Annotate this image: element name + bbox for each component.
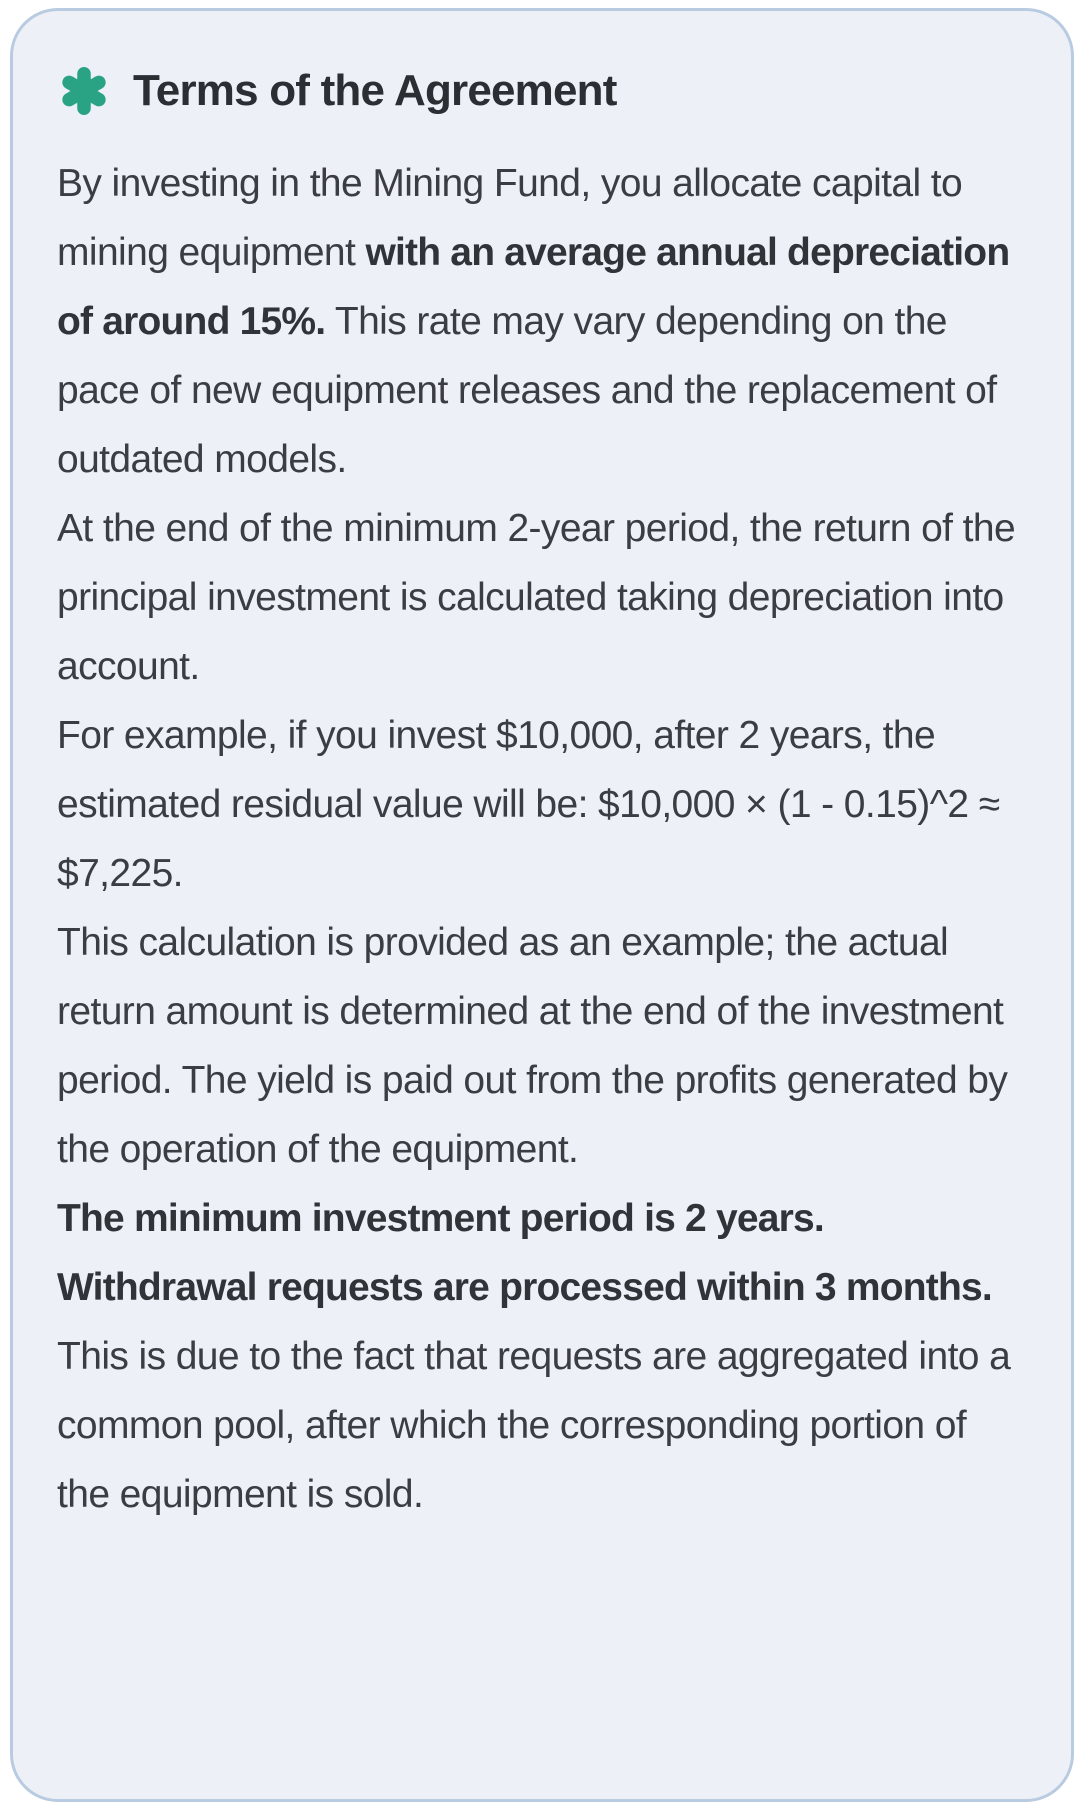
text-segment: This calculation is provided as an example; the actual return amount is determined at the end of the investment period. The yield is paid out from the profits generated by the operation of the equipment. xyxy=(57,921,1008,1171)
asterisk-strokes xyxy=(69,74,99,108)
terms-card xyxy=(10,8,1074,1802)
paragraph xyxy=(57,908,1027,1184)
card-header xyxy=(57,65,1027,117)
text-segment: For example, if you invest $10,000, after 2 years, the estimated residual value will be: $10,000 × (1 - 0.15)^2 ≈ $7,225. xyxy=(57,714,1000,895)
text-segment: This is due to the fact that requests are aggregated into a common pool, after which the corresponding portion of the equipment is sold. xyxy=(57,1335,1011,1516)
paragraph xyxy=(57,149,1027,494)
text-segment: At the end of the minimum 2-year period, the return of the principal investment is calculated taking depreciation into account. xyxy=(57,507,1016,688)
bold-text-segment: with an average annual depreciation of around 15%. xyxy=(57,231,1010,343)
paragraph xyxy=(57,494,1027,701)
card-title: Terms of the Agreement xyxy=(133,66,617,115)
terms-text xyxy=(57,149,1027,1529)
text-segment: By investing in the Mining Fund, you allocate capital to mining equipment xyxy=(57,162,963,274)
text-segment: This rate may vary depending on the pace of new equipment releases and the replacement of outdated models. xyxy=(57,300,997,481)
bold-text-segment: The minimum investment period is 2 years. Withdrawal requests are processed within 3 months. xyxy=(57,1197,992,1309)
paragraph xyxy=(57,1184,1027,1529)
asterisk-icon xyxy=(59,65,109,117)
paragraph xyxy=(57,701,1027,908)
